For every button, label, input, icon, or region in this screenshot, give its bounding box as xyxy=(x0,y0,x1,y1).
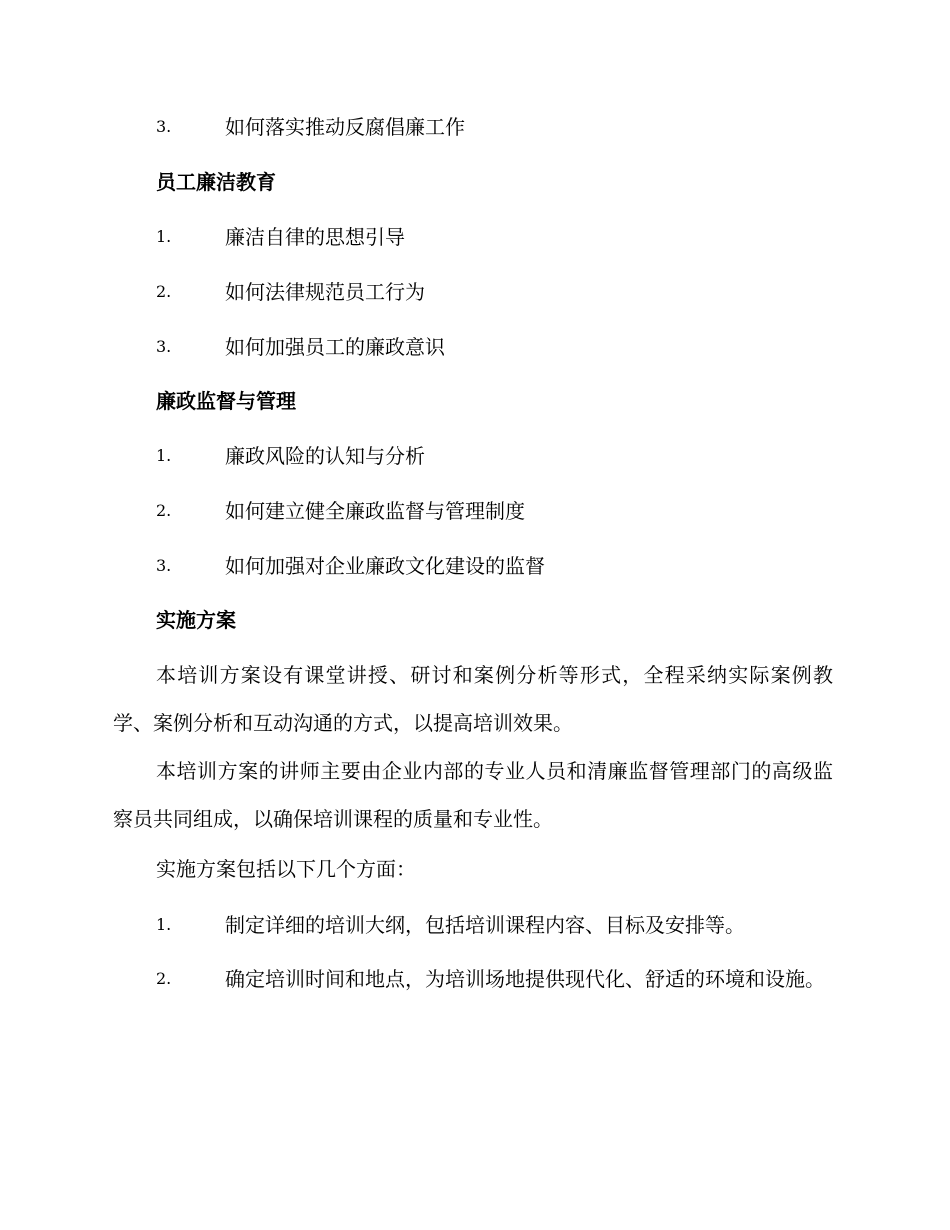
list-text: 如何落实推动反腐倡廉工作 xyxy=(225,115,465,139)
list-item xyxy=(0,272,950,312)
list-text: 如何加强员工的廉政意识 xyxy=(225,335,445,359)
list-text: 确定培训时间和地点，为培训场地提供现代化、舒适的环境和设施。 xyxy=(225,967,825,991)
section-heading-supervision: 廉政监督与管理 xyxy=(156,389,296,413)
list-text: 如何法律规范员工行为 xyxy=(225,280,425,304)
list-item xyxy=(0,546,950,586)
list-number: 3. xyxy=(156,117,172,136)
body-paragraph: 本培训方案的讲师主要由企业内部的专业人员和清廉监督管理部门的高级监察员共同组成，以确保培训课程的质量和专业性。 xyxy=(113,759,833,831)
list-text: 制定详细的培训大纲，包括培训课程内容、目标及安排等。 xyxy=(225,913,745,937)
list-item xyxy=(0,436,950,476)
list-number: 3. xyxy=(156,556,172,575)
list-number: 3. xyxy=(156,337,172,356)
body-paragraph: 本培训方案设有课堂讲授、研讨和案例分析等形式，全程采纳实际案例教学、案例分析和互动沟通的方式，以提高培训效果。 xyxy=(113,663,833,735)
list-number: 2. xyxy=(156,501,172,520)
list-number: 1. xyxy=(156,915,172,934)
list-item xyxy=(113,955,833,1051)
list-text: 如何加强对企业廉政文化建设的监督 xyxy=(225,554,545,578)
list-number: 1. xyxy=(156,446,172,465)
body-paragraph: 实施方案包括以下几个方面： xyxy=(156,857,416,881)
list-text: 廉洁自律的思想引导 xyxy=(225,225,405,249)
section-heading-implementation: 实施方案 xyxy=(156,608,236,632)
list-text: 廉政风险的认知与分析 xyxy=(225,444,425,468)
list-item xyxy=(0,217,950,257)
list-item xyxy=(0,107,950,147)
list-number: 1. xyxy=(156,227,172,246)
list-number: 2. xyxy=(156,282,172,301)
section-heading-education: 员工廉洁教育 xyxy=(156,170,276,194)
list-number: 2. xyxy=(156,969,172,988)
list-item xyxy=(0,905,950,945)
list-item xyxy=(0,491,950,531)
list-text: 如何建立健全廉政监督与管理制度 xyxy=(225,499,525,523)
list-item xyxy=(0,327,950,367)
